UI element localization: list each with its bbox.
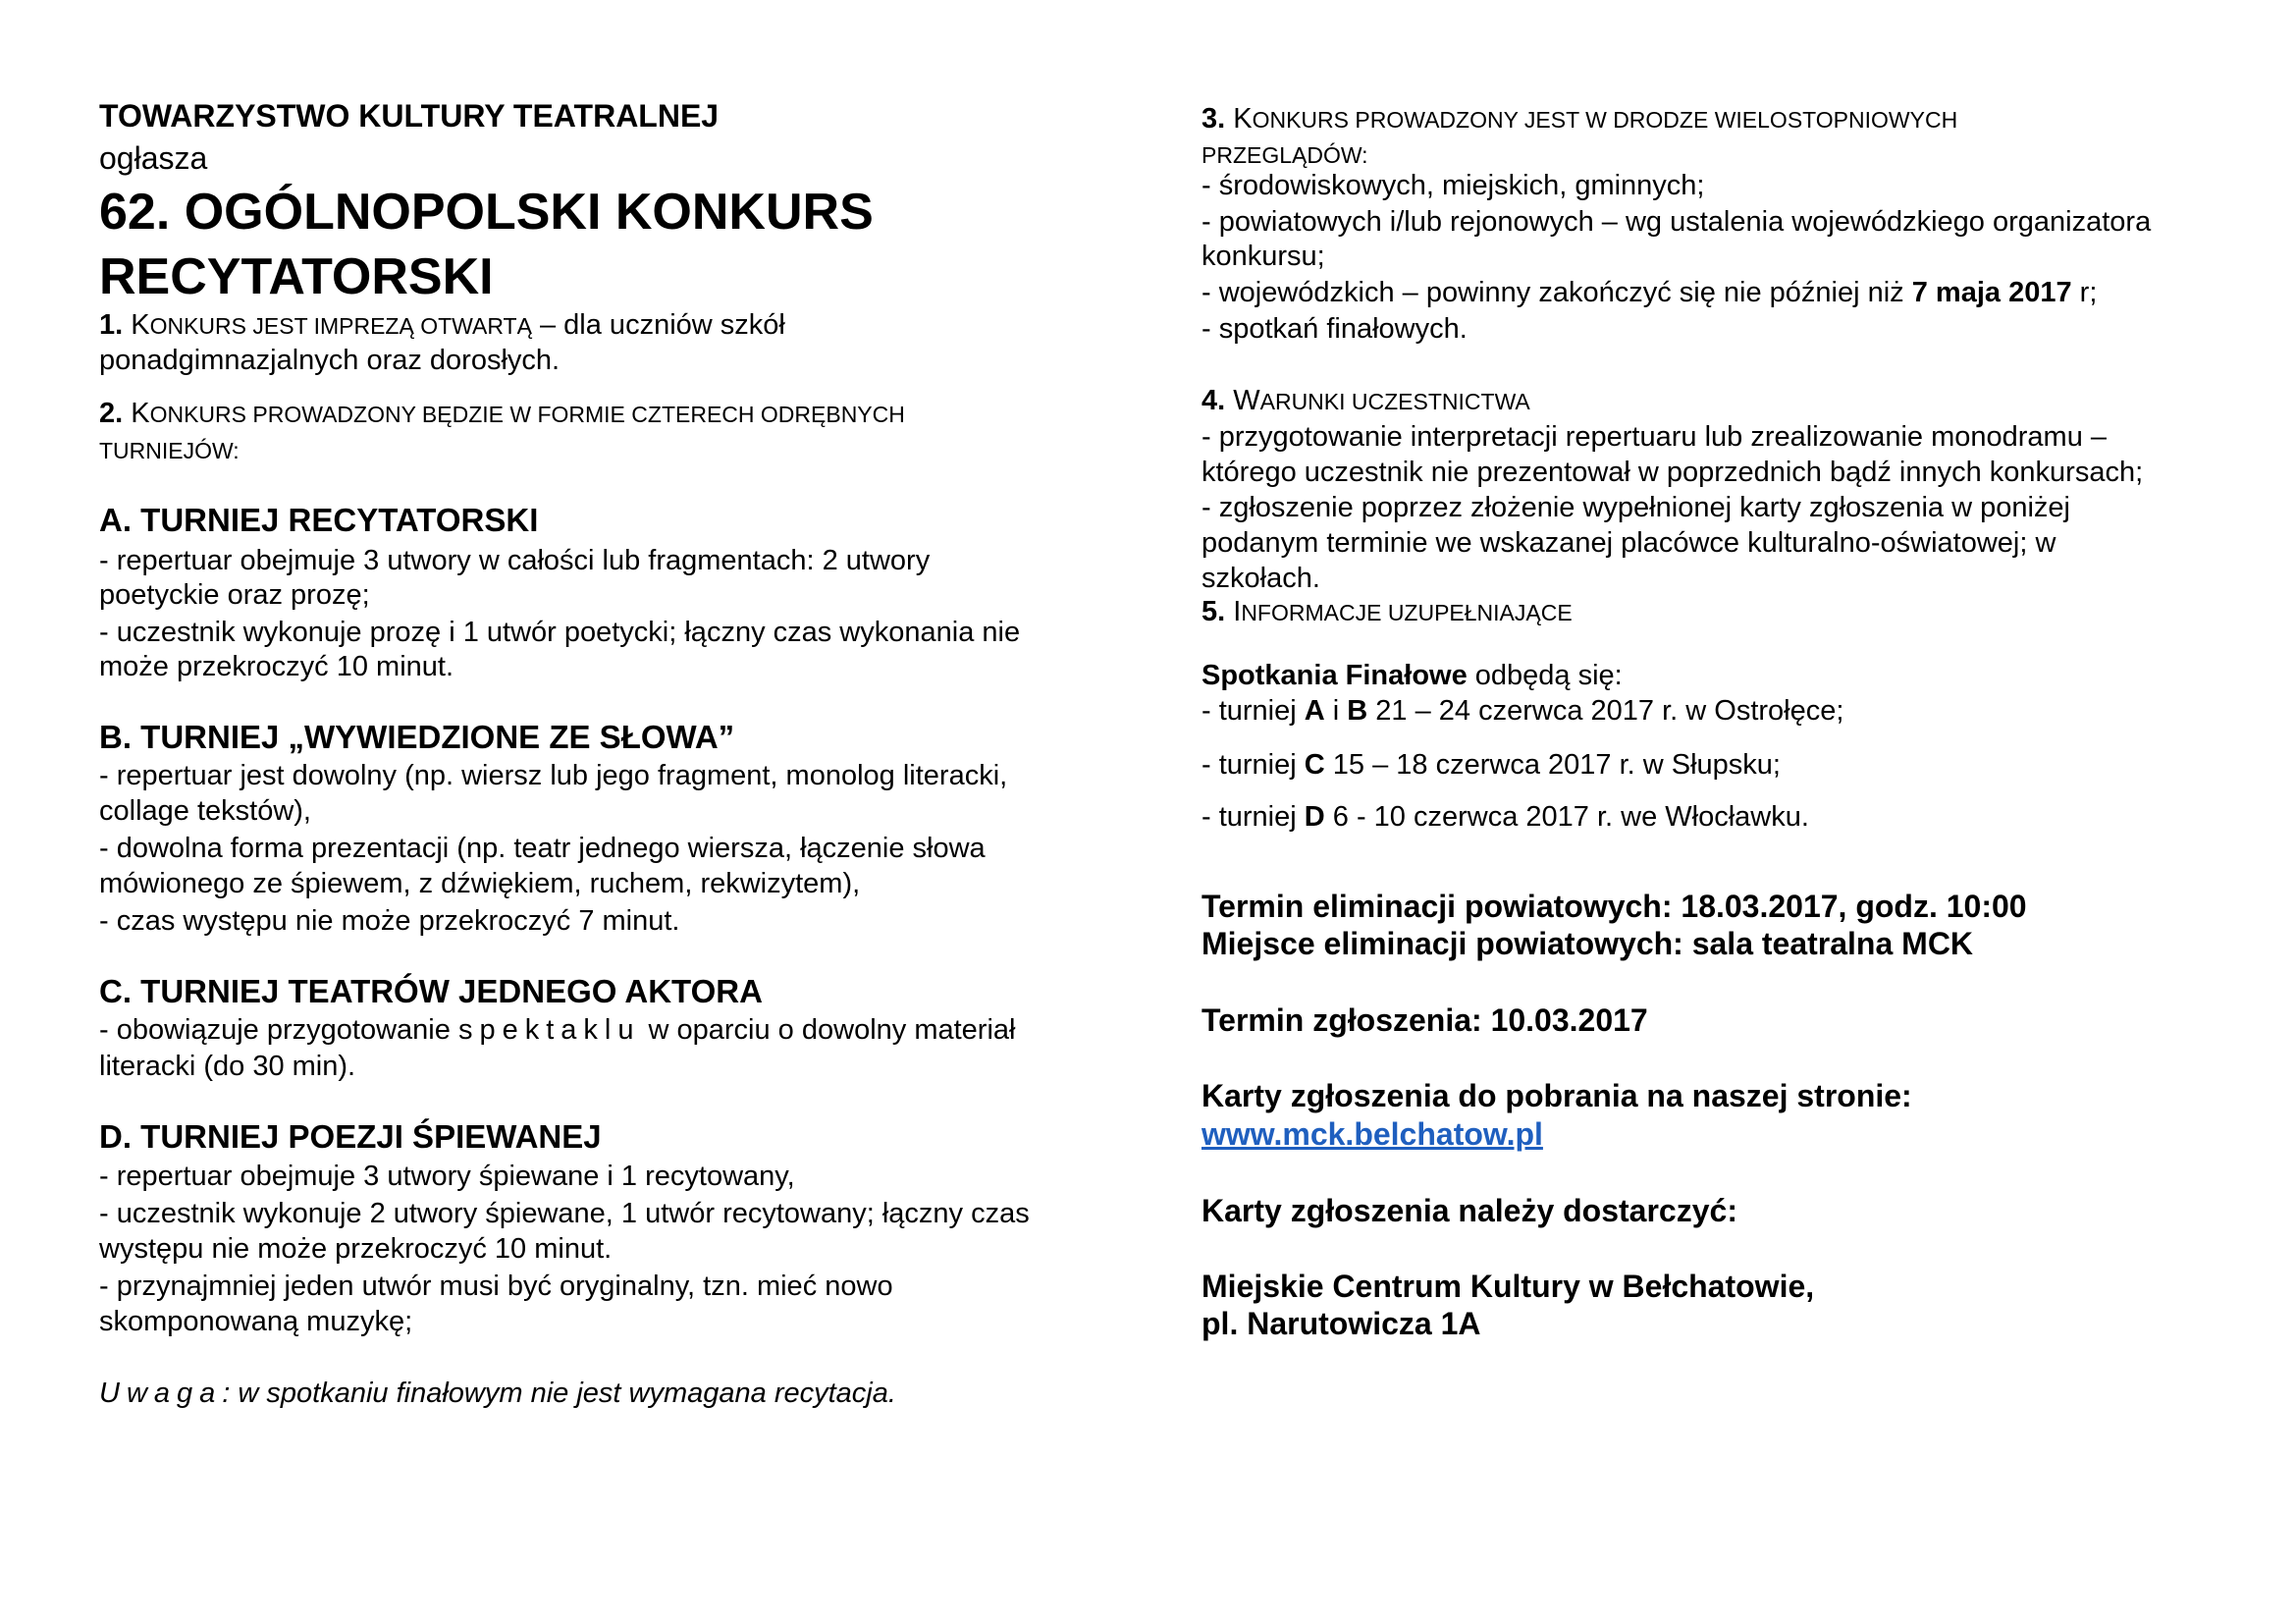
deadline-date: 7 maja 2017 bbox=[1911, 277, 2072, 308]
turniej-a-line: może przekroczyć 10 minut. bbox=[99, 651, 454, 682]
turniej-b-heading: B. TURNIEJ „WYWIEDZIONE ZE SŁOWA” bbox=[99, 719, 735, 755]
miejsce-eliminacji: Miejsce eliminacji powiatowych: sala teatralna MCK bbox=[1201, 926, 1974, 961]
note-line: Uwaga: w spotkaniu finałowym nie jest wymagana recytacja. bbox=[99, 1378, 896, 1409]
finals-intro: Spotkania Finałowe odbędą się: bbox=[1201, 660, 1623, 691]
turniej-c-line: - obowiązuje przygotowanie spektaklu w oparciu o dowolny materiał bbox=[99, 1014, 1016, 1046]
turniej-b-line: - dowolna forma prezentacji (np. teatr jednego wiersza, łączenie słowa bbox=[99, 833, 986, 864]
turniej-b-line: mówionego ze śpiewem, z dźwiękiem, ruchem, rekwizytem), bbox=[99, 868, 861, 899]
turniej-d-line: - uczestnik wykonuje 2 utwory śpiewane, 1 utwór recytowany; łączny czas bbox=[99, 1198, 1030, 1229]
turniej-d-line: - przynajmniej jeden utwór musi być oryginalny, tzn. mieć nowo bbox=[99, 1271, 893, 1302]
address-line-1: Miejskie Centrum Kultury w Bełchatowie, bbox=[1201, 1269, 1815, 1304]
section-5-heading: 5. INFORMACJE UZUPEŁNIAJĄCE bbox=[1201, 596, 1573, 627]
turniej-b-line: - repertuar jest dowolny (np. wiersz lub jego fragment, monolog literacki, bbox=[99, 760, 1008, 791]
section-3-item: - wojewódzkich – powinny zakończyć się nie później niż 7 maja 2017 r; bbox=[1201, 277, 2098, 308]
turniej-a-line: - uczestnik wykonuje prozę i 1 utwór poetycki; łączny czas wykonania nie bbox=[99, 617, 1021, 648]
address-line-2: pl. Narutowicza 1A bbox=[1201, 1306, 1481, 1341]
section-1-line-2: ponadgimnazjalnych oraz dorosłych. bbox=[99, 345, 561, 376]
section-5-number: 5. bbox=[1201, 596, 1226, 627]
section-4-heading: 4. WARUNKI UCZESTNICTWA bbox=[1201, 385, 1530, 416]
website-link[interactable]: www.mck.belchatow.pl bbox=[1201, 1116, 1543, 1152]
turniej-d-line: skomponowaną muzykę; bbox=[99, 1306, 413, 1337]
section-3-number: 3. bbox=[1201, 103, 1226, 135]
section-3-line-2: PRZEGLĄDÓW: bbox=[1201, 142, 1368, 168]
turniej-a-line: poetyckie oraz prozę; bbox=[99, 579, 370, 611]
page-title-line-2: RECYTATORSKI bbox=[99, 248, 494, 305]
karty-deliver-text: Karty zgłoszenia należy dostarczyć: bbox=[1201, 1193, 1737, 1228]
turniej-a-heading: A. TURNIEJ RECYTATORSKI bbox=[99, 502, 539, 538]
termin-eliminacji: Termin eliminacji powiatowych: 18.03.2017, godz. 10:00 bbox=[1201, 889, 2027, 924]
section-4-item: podanym terminie we wskazanej placówce kulturalno-oświatowej; w bbox=[1201, 527, 2056, 559]
finals-item-ab: - turniej A i B 21 – 24 czerwca 2017 r. w Ostrołęce; bbox=[1201, 695, 1844, 727]
karty-download-text: Karty zgłoszenia do pobrania na naszej stronie: bbox=[1201, 1078, 1912, 1113]
termin-zgloszenia: Termin zgłoszenia: 10.03.2017 bbox=[1201, 1002, 1648, 1038]
section-2-line-1: 2. KONKURS PROWADZONY BĘDZIE W FORMIE CZTERECH ODRĘBNYCH bbox=[99, 398, 905, 429]
section-4-item: - zgłoszenie poprzez złożenie wypełnionej karty zgłoszenia w poniżej bbox=[1201, 492, 2070, 523]
section-1-number: 1. bbox=[99, 309, 124, 341]
section-2-line-2: TURNIEJÓW: bbox=[99, 438, 240, 463]
section-3-item: - spotkań finałowych. bbox=[1201, 313, 1468, 345]
spektaklu-spaced-word: spektaklu bbox=[457, 1014, 641, 1046]
section-2-number: 2. bbox=[99, 398, 124, 429]
announces-text: ogłasza bbox=[99, 140, 208, 176]
turniej-d-line: - repertuar obejmuje 3 utwory śpiewane i 1 recytowany, bbox=[99, 1161, 795, 1192]
finals-item-c: - turniej C 15 – 18 czerwca 2017 r. w Słupsku; bbox=[1201, 749, 1781, 781]
section-4-item: którego uczestnik nie prezentował w poprzednich bądź innych konkursach; bbox=[1201, 457, 2144, 488]
finals-item-d: - turniej D 6 - 10 czerwca 2017 r. we Włocławku. bbox=[1201, 801, 1809, 833]
note-label: Uwaga bbox=[99, 1378, 223, 1409]
turniej-a-line: - repertuar obejmuje 3 utwory w całości lub fragmentach: 2 utwory bbox=[99, 545, 931, 576]
turniej-c-heading: C. TURNIEJ TEATRÓW JEDNEGO AKTORA bbox=[99, 973, 763, 1009]
section-3-item: konkursu; bbox=[1201, 241, 1325, 272]
section-4-item: szkołach. bbox=[1201, 563, 1320, 594]
turniej-d-heading: D. TURNIEJ POEZJI ŚPIEWANEJ bbox=[99, 1118, 602, 1155]
turniej-b-line: collage tekstów), bbox=[99, 795, 311, 827]
turniej-d-line: występu nie może przekroczyć 10 minut. bbox=[99, 1233, 613, 1265]
page-title-line-1: 62. OGÓLNOPOLSKI KONKURS bbox=[99, 184, 874, 241]
section-3-item: - środowiskowych, miejskich, gminnych; bbox=[1201, 170, 1705, 201]
section-4-number: 4. bbox=[1201, 385, 1226, 416]
section-3-line-1: 3. KONKURS PROWADZONY JEST W DRODZE WIELOSTOPNIOWYCH bbox=[1201, 103, 1958, 135]
section-1-line-1: 1. KONKURS JEST IMPREZĄ OTWARTĄ – dla uczniów szkół bbox=[99, 309, 785, 341]
section-4-item: - przygotowanie interpretacji repertuaru lub zrealizowanie monodramu – bbox=[1201, 421, 2108, 453]
section-3-item: - powiatowych i/lub rejonowych – wg ustalenia wojewódzkiego organizatora bbox=[1201, 206, 2152, 238]
turniej-c-line: literacki (do 30 min). bbox=[99, 1051, 356, 1082]
turniej-b-line: - czas występu nie może przekroczyć 7 minut. bbox=[99, 905, 680, 937]
organization-name: TOWARZYSTWO KULTURY TEATRALNEJ bbox=[99, 98, 720, 134]
